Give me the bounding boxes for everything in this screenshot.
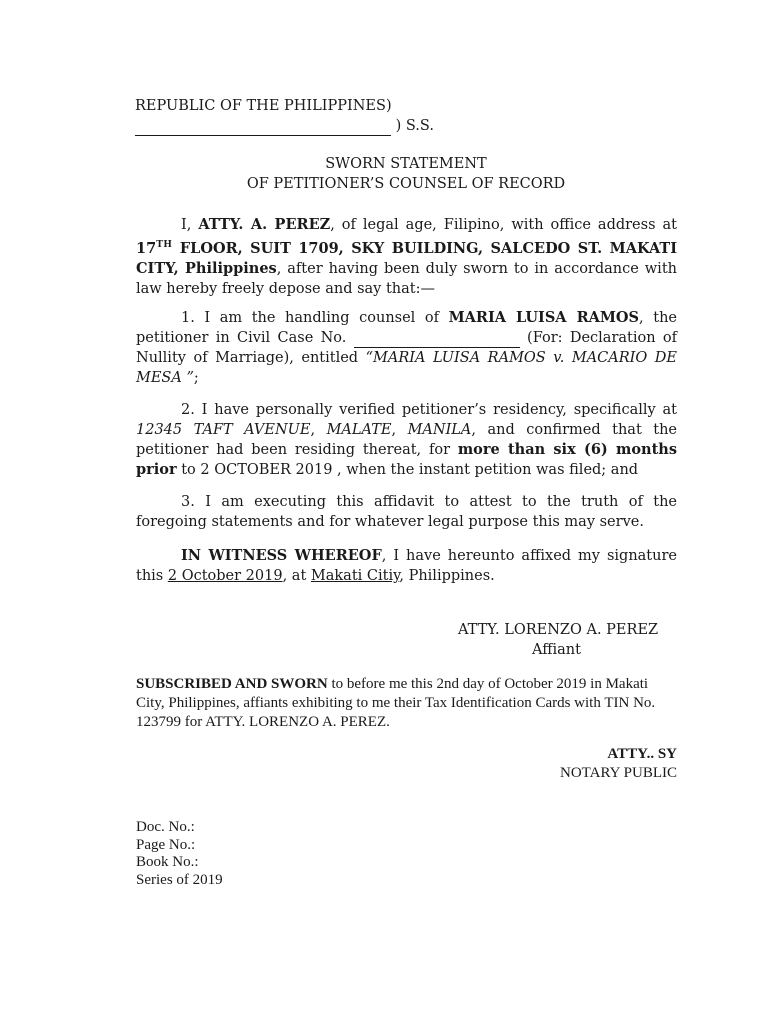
title-line-1: SWORN STATEMENT [325,156,487,172]
case-number-blank [354,333,520,348]
item-1-text-4: ; [193,370,199,386]
intro-text-2: , of legal age, Filipino, with office address at [330,217,677,233]
item-2-paragraph [136,400,677,480]
jurat-paragraph [136,675,677,732]
item-2-text-2: , and confirmed that the petitioner had been residing thereat, for [136,422,677,458]
residence-district: MALATE [326,422,392,438]
venue-blank [135,121,391,136]
witness-paragraph [136,546,677,586]
republic-heading: REPUBLIC OF THE PHILIPPINES) [135,98,392,114]
witness-text-1: , I have hereunto affixed my signature this [136,548,677,584]
item-1-text-3: (For: Declaration of Nullity of Marriage), entitled [136,330,677,366]
residence-separator-1: , [310,422,327,438]
venue-line [135,116,434,136]
residence-city: MANILA [407,422,472,438]
title-line-2: OF PETITIONER’S COUNSEL OF RECORD [246,176,566,192]
intro-paragraph [136,215,677,299]
jurat-lead: SUBSCRIBED AND SWORN [136,676,328,692]
residence-separator-2: , [391,422,408,438]
item-1-paragraph [136,308,677,388]
item-1-text-2: , the petitioner in Civil Case No. [136,310,677,346]
item-3-paragraph: 3. I am executing this affidavit to attest to the truth of the foregoing statements and for whatever legal purpose this may serve. [136,494,677,530]
witness-lead: IN WITNESS WHEREOF [181,547,382,564]
petitioner-name: MARIA LUISA RAMOS [448,309,640,326]
affiant-short-name: ATTY. A. PEREZ [198,216,331,233]
doc-number: Doc. No.: [136,819,195,835]
item-2-text-3: to 2 OCTOBER 2019 , when the instant petition was filed; and [176,462,639,478]
residence-street: 12345 TAFT AVENUE [136,422,311,438]
residency-duration: more than six (6) months prior [136,441,677,478]
jurat-text: to before me this 2nd day of October 2019 in Makati City, Philippines, affiants exhibiting to me their Tax Identification Cards with TIN No. 123799 for ATTY. LORENZO A. PEREZ. [136,676,656,730]
notary-title: NOTARY PUBLIC [559,765,677,781]
intro-text-3: , after having been duly sworn to in accordance with law hereby freely depose and say that:— [136,260,677,297]
affiant-name: ATTY. LORENZO A. PEREZ [458,622,659,638]
ss-label: ) S.S. [395,118,434,134]
item-1-text-1: 1. I am the handling counsel of [181,310,449,326]
address-text: FLOOR, SUIT 1709, SKY BUILDING, SALCEDO ST. MAKATI CITY, Philippines [136,239,677,277]
signing-date: 2 October 2019 [167,568,283,584]
floor-number: 17 [136,239,157,257]
floor-superscript: TH [156,240,173,250]
intro-text-1: I, [181,217,199,233]
witness-text-2: , at [282,568,311,584]
book-number: Book No.: [136,854,199,870]
notary-name: ATTY.. SY [607,746,677,762]
signing-place: Makati Citiy [310,568,400,584]
affiant-label: Affiant [532,642,581,658]
case-title: “MARIA LUISA RAMOS v. MACARIO DE MESA ” [136,350,677,386]
witness-text-3: , Philippines. [399,568,495,584]
item-2-text-1: 2. I have personally verified petitioner’s residency, specifically at [181,402,677,418]
page-number: Page No.: [136,837,196,853]
series-year: Series of 2019 [136,872,223,888]
